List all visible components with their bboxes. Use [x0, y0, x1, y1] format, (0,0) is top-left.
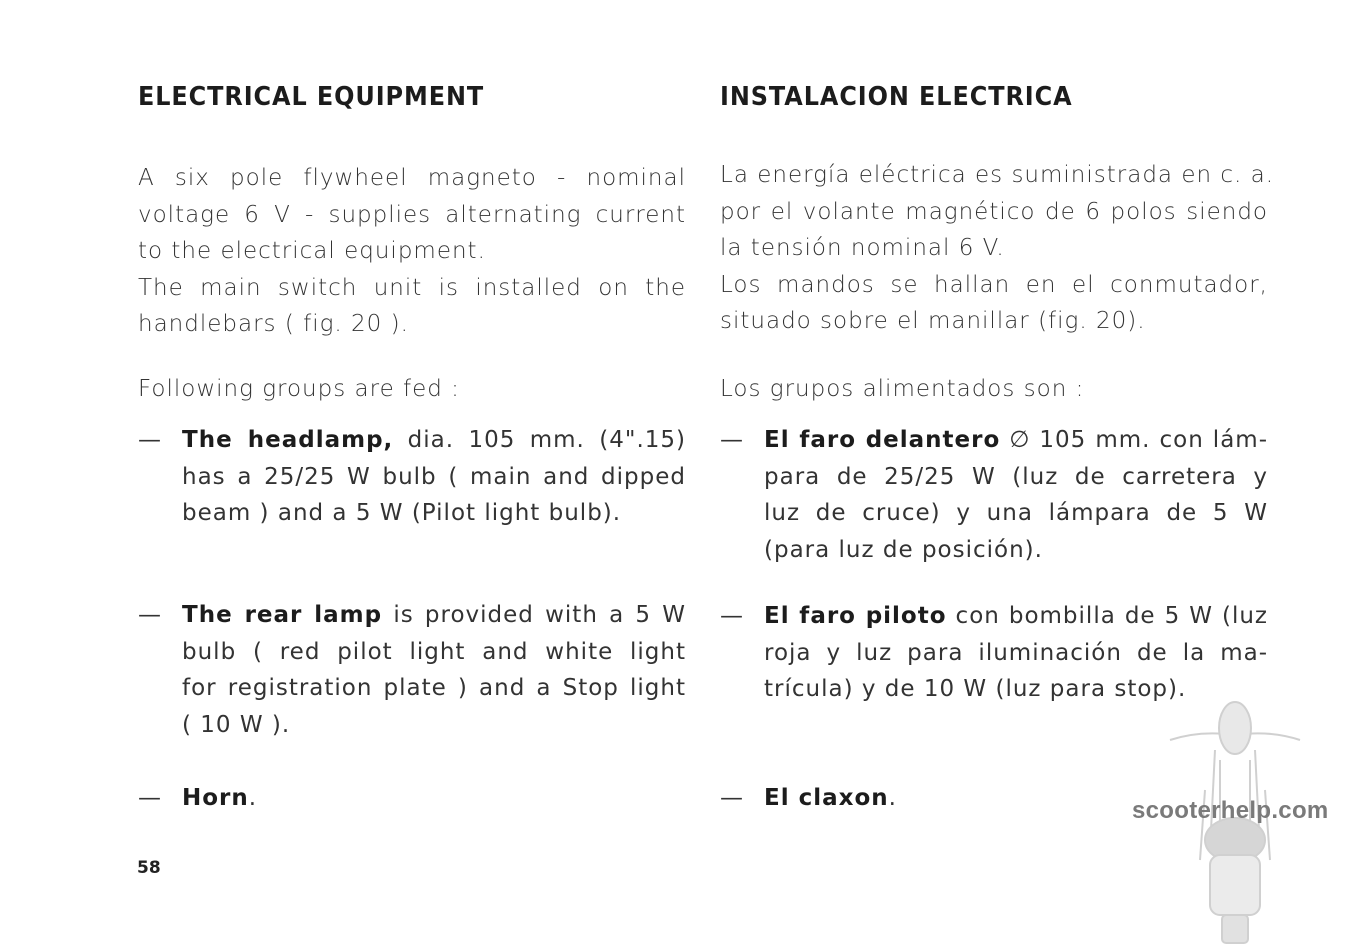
item-dash: —: [720, 603, 744, 629]
item-dash: —: [138, 427, 162, 453]
item-line: .: [888, 785, 897, 811]
english-fed-label: [138, 371, 686, 408]
spanish-intro: [720, 157, 1275, 340]
item-dash: —: [720, 785, 744, 811]
english-intro-line: The main switch unit is installed on the: [138, 274, 686, 301]
item-line: beam ) and a 5 W (Pilot light bulb).: [182, 500, 622, 526]
item-line: (para luz de posición).: [764, 536, 1043, 563]
english-intro-line: handlebars ( fig. 20 ).: [138, 311, 409, 337]
item-line: para de 25/25 W (luz de carretera y: [764, 463, 1268, 490]
english-intro-line: voltage 6 V - supplies alternating current: [138, 201, 686, 228]
item-line: ∅ 105 mm. con lám-: [1000, 427, 1268, 453]
item-title: El faro delantero: [764, 427, 1001, 453]
spanish-intro-line: por el volante magnético de 6 polos siendo: [720, 198, 1268, 225]
item-title: The headlamp,: [182, 427, 394, 453]
item-line: .: [248, 785, 258, 811]
english-fed-label-text: Following groups are fed :: [138, 376, 460, 402]
item-line: bulb ( red pilot light and white light: [182, 638, 686, 665]
spanish-heading: INSTALACION ELECTRICA: [720, 82, 1073, 112]
english-intro-line: A six pole flywheel magneto - nominal: [138, 165, 686, 191]
english-heading: ELECTRICAL EQUIPMENT: [138, 82, 485, 112]
item-title: The rear lamp: [182, 602, 383, 628]
item-line: has a 25/25 W bulb ( main and dipped: [182, 463, 686, 490]
spanish-intro-line: situado sobre el manillar (fig. 20).: [720, 308, 1146, 334]
item-title: El claxon: [764, 785, 889, 811]
item-line: roja y luz para iluminación de la ma-: [764, 639, 1268, 666]
item-line: for registration plate ) and a Stop light: [182, 675, 686, 701]
item-line: trícula) y de 10 W (luz para stop).: [764, 676, 1187, 702]
item-dash: —: [138, 785, 162, 811]
item-title: El faro piloto: [764, 603, 947, 629]
spanish-intro-line: La energía eléctrica es suministrada en c. a.: [720, 162, 1275, 188]
item-dash: —: [720, 427, 744, 453]
item-line: con bombilla de 5 W (luz: [946, 603, 1269, 629]
english-intro-line: to the electrical equipment.: [138, 238, 486, 264]
spanish-fed-label-text: Los grupos alimentados son :: [720, 376, 1085, 402]
item-title: Horn: [182, 785, 249, 811]
item-line: dia. 105 mm. (4".15): [393, 427, 686, 453]
watermark-text: scooterhelp.com: [1132, 797, 1329, 824]
spanish-fed-label: [720, 371, 1268, 408]
item-line: is provided with a 5 W: [382, 602, 686, 628]
item-line: ( 10 W ).: [182, 711, 291, 738]
item-dash: —: [138, 602, 162, 628]
page-number: 58: [137, 858, 161, 878]
item-line: luz de cruce) y una lámpara de 5 W: [764, 500, 1268, 526]
spanish-intro-line: Los mandos se hallan en el conmutador,: [720, 271, 1268, 298]
english-intro: [138, 160, 686, 343]
spanish-intro-line: la tensión nominal 6 V.: [720, 235, 1005, 261]
